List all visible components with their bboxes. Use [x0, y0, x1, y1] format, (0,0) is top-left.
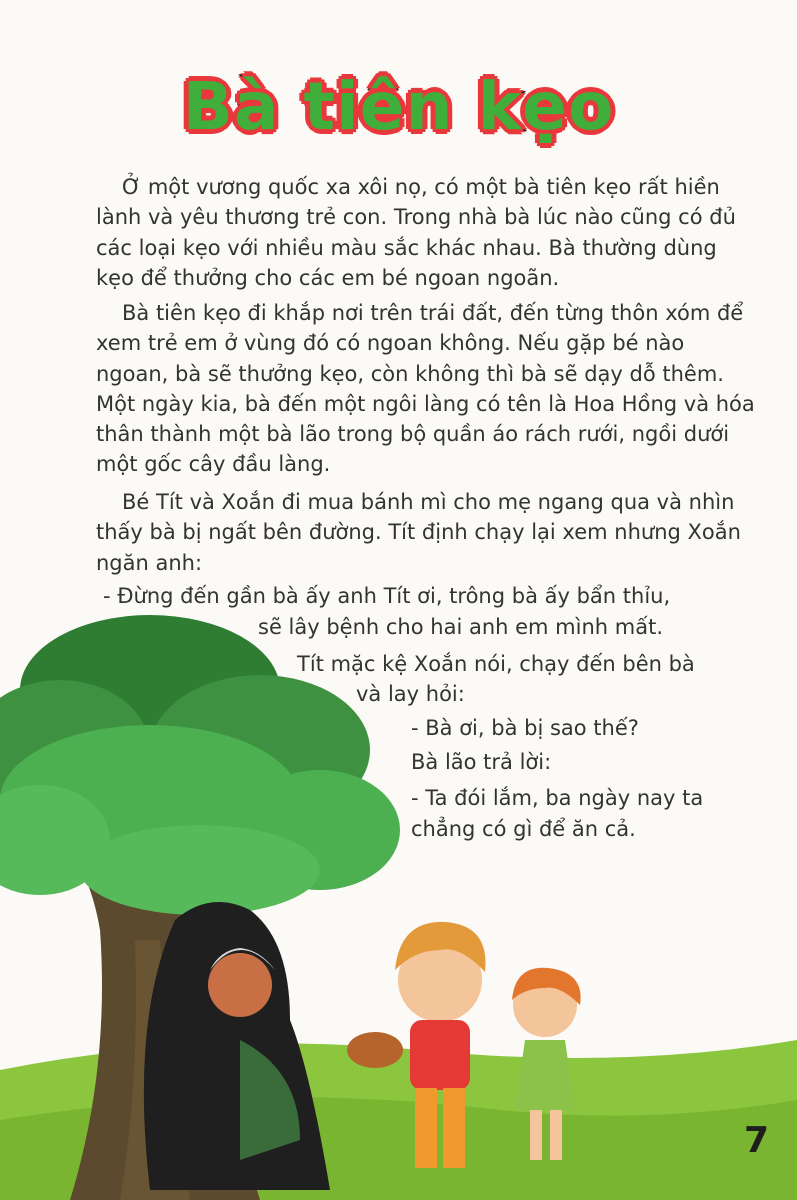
paragraph-1 [96, 172, 756, 293]
dialogue-line-3: - Bà ơi, bà bị sao thế? [411, 716, 639, 740]
page-title: Bà tiên kẹo [182, 68, 615, 145]
dialogue-line-4: Bà lão trả lời: [411, 750, 552, 774]
paragraph-3-text: Bé Tít và Xoắn đi mua bánh mì cho mẹ ngang qua và nhìn thấy bà bị ngất bên đường. Tít định chạy lại xem nhưng Xoắn ngăn anh: [96, 490, 741, 575]
dialogue-line-1b: sẽ lây bệnh cho hai anh em mình mất. [258, 615, 663, 639]
dialogue-line-1a: - Đừng đến gần bà ấy anh Tít ơi, trông bà ấy bẩn thỉu, [103, 584, 671, 608]
paragraph-3 [96, 487, 756, 578]
page-number: 7 [743, 1120, 769, 1161]
paragraph-2-text: Bà tiên kẹo đi khắp nơi trên trái đất, đến từng thôn xóm để xem trẻ em ở vùng đó có ngoan không. Nếu gặp bé nào ngoan, bà sẽ thưởng kẹo, còn không thì bà sẽ dạy dỗ thêm. Một ngày kia, bà đến một ngôi làng có tên là Hoa Hồng và hóa thân thành một bà lão trong bộ quần áo rách rưới, ngồi dưới một gốc cây đầu làng. [96, 301, 755, 477]
dialogue-line-5b: chẳng có gì để ăn cả. [411, 817, 636, 841]
dialogue-line-5a: - Ta đói lắm, ba ngày nay ta [411, 786, 704, 810]
paragraph-2 [96, 298, 756, 480]
paragraph-1-text: Ở một vương quốc xa xôi nọ, có một bà tiên kẹo rất hiền lành và yêu thương trẻ con. Trong nhà bà lúc nào cũng có đủ các loại kẹo với nhiều màu sắc khác nhau. Bà thường dùng kẹo để thưởng cho các em bé ngoan ngoãn. [96, 175, 736, 290]
dialogue-line-2a: Tít mặc kệ Xoắn nói, chạy đến bên bà [297, 652, 695, 676]
dialogue-line-2b: và lay hỏi: [356, 682, 465, 706]
